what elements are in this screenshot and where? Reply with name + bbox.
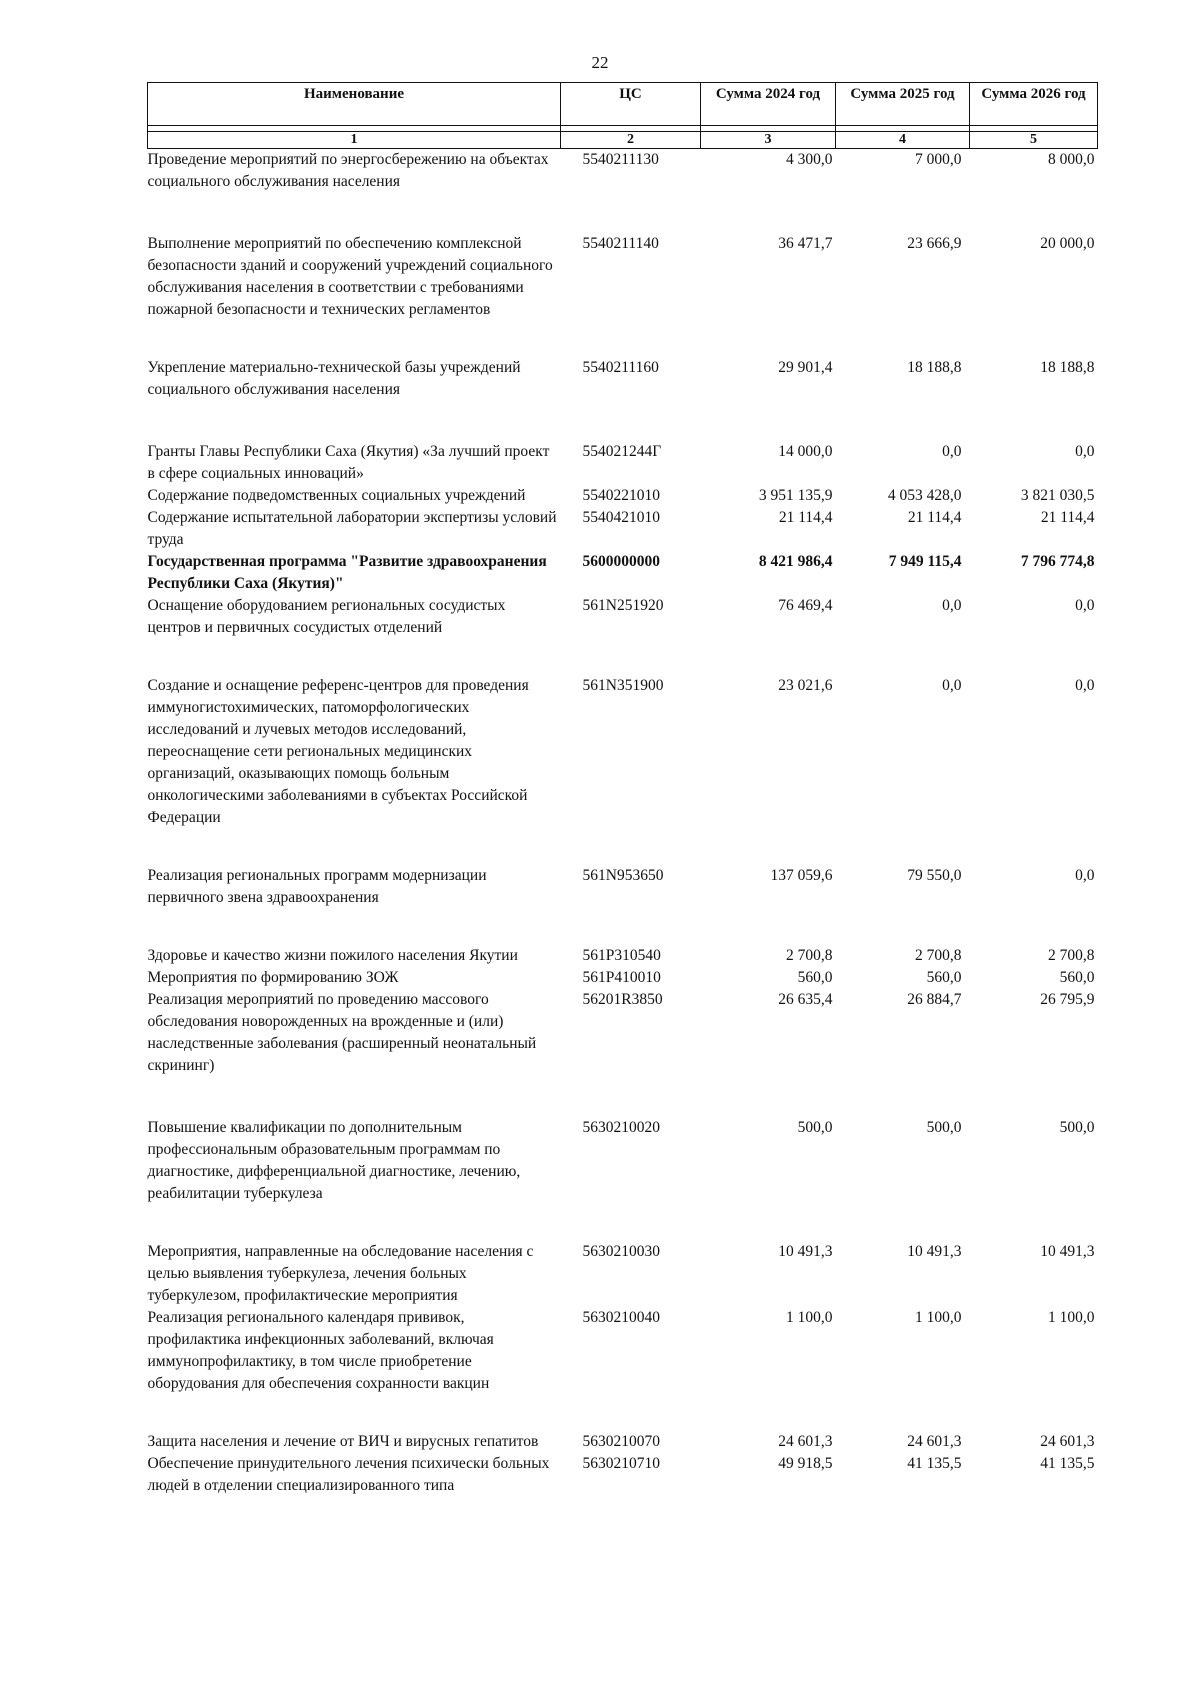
row-code: 561N251920	[582, 597, 664, 614]
row-code: 56201R3850	[582, 991, 663, 1008]
row-code: 5630210030	[582, 1243, 660, 1260]
row-name: Оснащение оборудованием региональных сосудистых центров и первичных сосудистых отделений	[147, 597, 506, 636]
row-sum-2026: 0,0	[1075, 597, 1095, 614]
row-code: 5630210070	[582, 1433, 660, 1450]
row-name: Повышение квалификации по дополнительным профессиональным образовательным программам по диагностике, дифференциальной диагностике, лечению, реабилитации туберкулеза	[147, 1119, 521, 1202]
row-sum-2026: 41 135,5	[1040, 1455, 1095, 1472]
row-sum-2025: 560,0	[926, 969, 962, 986]
table-row	[148, 675, 1098, 865]
row-name: Мероприятия, направленные на обследование населения с целью выявления туберкулеза, лечения больных туберкулезом, профилактические мероприятия	[147, 1243, 534, 1304]
row-code: 5630210040	[582, 1309, 660, 1326]
row-sum-2025: 4 053 428,0	[887, 487, 962, 504]
row-name: Обеспечение принудительного лечения психически больных людей в отделении специализированного типа	[147, 1455, 550, 1494]
row-sum-2024: 10 491,3	[778, 1243, 833, 1260]
table-row	[148, 551, 1098, 595]
table-row	[148, 967, 1098, 989]
row-name: Создание и оснащение референс-центров для проведения иммуногистохимических, патоморфологических исследований и лучевых методов исследований, переоснащение сети региональных медицинских организаций, оказывающих помощь больным онкологическими заболеваниями в субъектах Российской Федерации	[147, 677, 529, 826]
row-sum-2024: 21 114,4	[778, 509, 833, 526]
row-name: Содержание испытательной лаборатории экспертизы условий труда	[147, 509, 557, 548]
table-row	[148, 1117, 1098, 1241]
row-sum-2026: 8 000,0	[1048, 151, 1095, 168]
column-number-2: 2	[561, 132, 701, 149]
row-code: 561N953650	[582, 867, 664, 884]
row-sum-2026: 24 601,3	[1040, 1433, 1095, 1450]
row-sum-2024: 500,0	[797, 1119, 833, 1136]
row-name: Выполнение мероприятий по обеспечению комплексной безопасности зданий и сооружений учреждений социального обслуживания населения в соответствии с требованиями пожарной безопасности и технических регламентов	[147, 235, 553, 318]
header-code: ЦС	[561, 83, 701, 126]
header-name: Наименование	[148, 83, 561, 126]
table-header	[148, 83, 1098, 149]
row-name: Здоровье и качество жизни пожилого населения Якутии	[147, 947, 518, 964]
row-sum-2024: 24 601,3	[778, 1433, 833, 1450]
row-sum-2024: 3 951 135,9	[758, 487, 833, 504]
row-sum-2025: 500,0	[926, 1119, 962, 1136]
row-code: 5540211160	[582, 359, 659, 376]
header-row	[148, 83, 1098, 126]
column-number-4: 4	[836, 132, 970, 149]
row-sum-2026: 500,0	[1059, 1119, 1095, 1136]
row-sum-2024: 36 471,7	[778, 235, 833, 252]
row-sum-2025: 0,0	[942, 443, 962, 460]
row-sum-2025: 41 135,5	[907, 1455, 962, 1472]
row-sum-2026: 3 821 030,5	[1020, 487, 1095, 504]
row-code: 5540211140	[582, 235, 659, 252]
table-row	[148, 507, 1098, 551]
row-sum-2025: 21 114,4	[907, 509, 962, 526]
page-number: 22	[591, 53, 609, 72]
row-sum-2025: 24 601,3	[907, 1433, 962, 1450]
table-row	[148, 945, 1098, 967]
table-row	[148, 1431, 1098, 1453]
row-sum-2026: 7 796 774,8	[1020, 553, 1095, 570]
row-sum-2025: 2 700,8	[915, 947, 962, 964]
row-code: 5630210710	[582, 1455, 660, 1472]
column-number-5: 5	[970, 132, 1098, 149]
table-row	[148, 1453, 1098, 1497]
row-sum-2024: 14 000,0	[778, 443, 833, 460]
row-sum-2024: 1 100,0	[786, 1309, 833, 1326]
row-name: Защита населения и лечение от ВИЧ и вирусных гепатитов	[147, 1433, 539, 1450]
row-code: 561P410010	[582, 969, 661, 986]
row-name: Мероприятия по формированию ЗОЖ	[147, 969, 399, 986]
table-row	[148, 233, 1098, 357]
row-sum-2025: 26 884,7	[907, 991, 962, 1008]
row-sum-2026: 2 700,8	[1048, 947, 1095, 964]
row-sum-2026: 21 114,4	[1040, 509, 1095, 526]
row-sum-2025: 23 666,9	[907, 235, 962, 252]
row-sum-2024: 137 059,6	[770, 867, 833, 884]
column-numbers-row	[148, 132, 1098, 149]
row-code: 5600000000	[582, 553, 660, 570]
row-name: Государственная программа "Развитие здравоохранения Республики Саха (Якутия)"	[147, 553, 547, 592]
row-sum-2025: 10 491,3	[907, 1243, 962, 1260]
table-row	[148, 149, 1098, 234]
budget-table	[147, 82, 1098, 1497]
row-sum-2025: 18 188,8	[907, 359, 962, 376]
row-sum-2024: 2 700,8	[786, 947, 833, 964]
row-sum-2024: 49 918,5	[778, 1455, 833, 1472]
row-sum-2025: 1 100,0	[915, 1309, 962, 1326]
row-sum-2024: 8 421 986,4	[758, 553, 833, 570]
row-sum-2026: 0,0	[1075, 677, 1095, 694]
row-code: 5540211130	[582, 151, 659, 168]
table-row	[148, 357, 1098, 441]
row-sum-2024: 560,0	[797, 969, 833, 986]
row-sum-2025: 0,0	[942, 677, 962, 694]
row-sum-2024: 26 635,4	[778, 991, 833, 1008]
column-number-1: 1	[148, 132, 561, 149]
row-sum-2024: 76 469,4	[778, 597, 833, 614]
table-body	[148, 149, 1098, 1498]
row-sum-2026: 18 188,8	[1040, 359, 1095, 376]
row-sum-2024: 4 300,0	[786, 151, 833, 168]
row-sum-2026: 1 100,0	[1048, 1309, 1095, 1326]
table-row	[148, 989, 1098, 1117]
row-sum-2026: 10 491,3	[1040, 1243, 1095, 1260]
row-code: 561N351900	[582, 677, 664, 694]
header-sum-2026: Сумма 2026 год	[970, 83, 1098, 126]
row-name: Реализация региональных программ модернизации первичного звена здравоохранения	[147, 867, 487, 906]
row-name: Содержание подведомственных социальных учреждений	[147, 487, 526, 504]
row-sum-2024: 23 021,6	[778, 677, 833, 694]
row-code: 5540421010	[582, 509, 660, 526]
row-sum-2025: 7 000,0	[915, 151, 962, 168]
row-sum-2026: 26 795,9	[1040, 991, 1095, 1008]
table-row	[148, 865, 1098, 945]
table-row	[148, 1241, 1098, 1307]
row-name: Гранты Главы Республики Саха (Якутия) «За лучший проект в сфере социальных инноваций»	[147, 443, 550, 482]
row-code: 5540221010	[582, 487, 660, 504]
header-sum-2024: Сумма 2024 год	[701, 83, 836, 126]
table-row	[148, 595, 1098, 675]
row-sum-2025: 79 550,0	[907, 867, 962, 884]
row-name: Укрепление материально-технической базы учреждений социального обслуживания населения	[147, 359, 521, 398]
row-sum-2025: 0,0	[942, 597, 962, 614]
row-name: Реализация регионального календаря прививок, профилактика инфекционных заболеваний, включая иммунопрофилактику, в том числе приобретение оборудования для обеспечения сохранности вакцин	[147, 1309, 494, 1392]
row-sum-2025: 7 949 115,4	[888, 553, 962, 570]
row-code: 5630210020	[582, 1119, 660, 1136]
row-name: Проведение мероприятий по энергосбережению на объектах социального обслуживания населения	[147, 151, 549, 190]
row-code: 554021244Г	[582, 443, 662, 460]
row-sum-2026: 20 000,0	[1040, 235, 1095, 252]
row-sum-2024: 29 901,4	[778, 359, 833, 376]
row-name: Реализация мероприятий по проведению массового обследования новорожденных на врожденные и (или) наследственные заболевания (расширенный неонатальный скрининг)	[147, 991, 537, 1074]
header-sum-2025: Сумма 2025 год	[836, 83, 970, 126]
table-row	[148, 441, 1098, 485]
row-sum-2026: 0,0	[1075, 443, 1095, 460]
row-sum-2026: 560,0	[1059, 969, 1095, 986]
row-sum-2026: 0,0	[1075, 867, 1095, 884]
table-row	[148, 1307, 1098, 1431]
column-number-3: 3	[701, 132, 836, 149]
row-code: 561P310540	[582, 947, 661, 964]
table-row	[148, 485, 1098, 507]
